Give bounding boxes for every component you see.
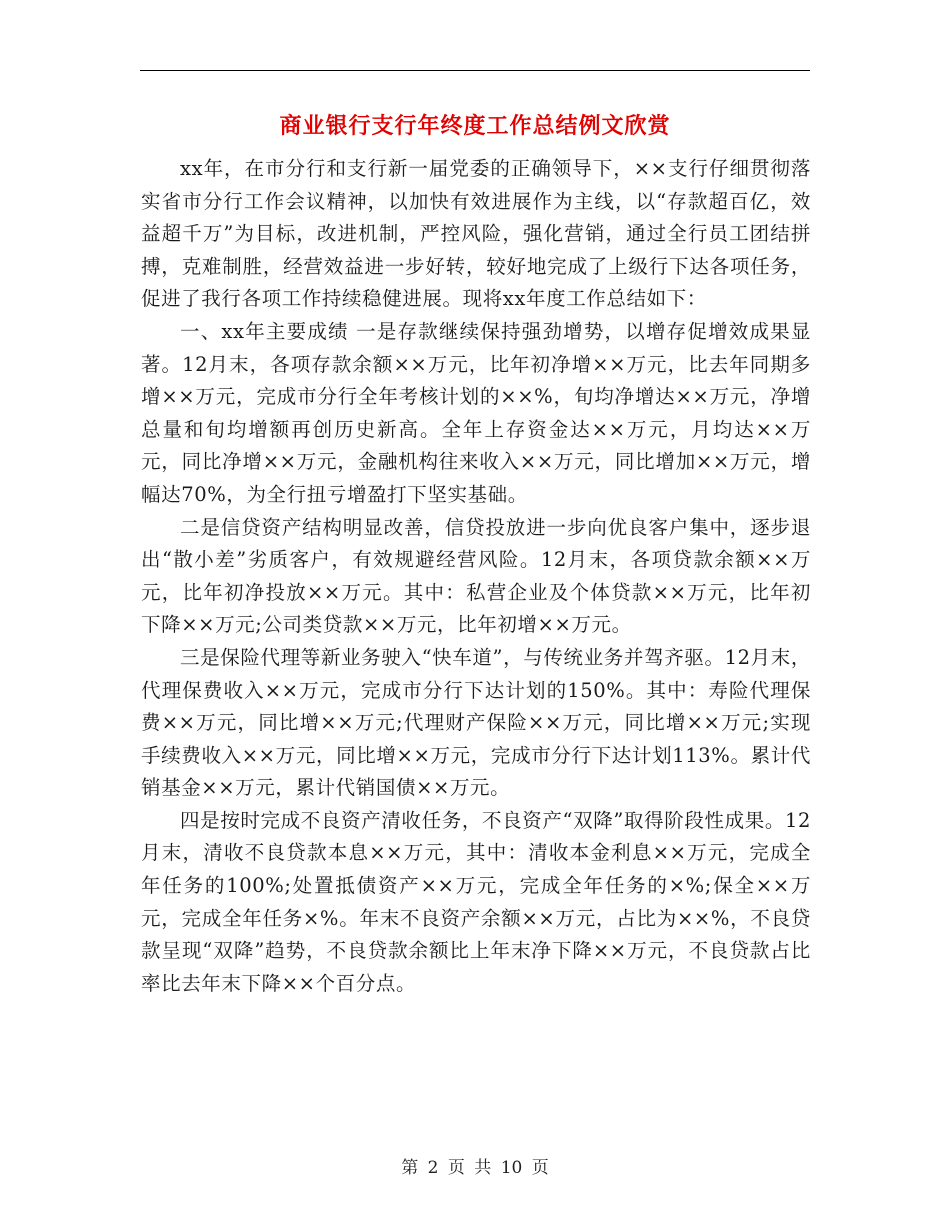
document-title: 商业银行支行年终度工作总结例文欣赏	[279, 113, 671, 139]
paragraph-intro: xx年，在市分行和支行新一届党委的正确领导下，××支行仔细贯彻落实省市分行工作会议精神，以加快有效进展作为主线，以“存款超百亿，效益超千万”为目标，改进机制，严控风险，强化营销，通过全行员工团结拼搏，克难制胜，经营效益进一步好转，较好地完成了上级行下达各项任务，促进了我行各项工作持续稳健进展。现将xx年度工作总结如下：	[141, 157, 811, 311]
header-rule	[140, 70, 810, 71]
paragraph-insurance: 三是保险代理等新业务驶入“快车道”，与传统业务并驾齐驱。12月末，代理保费收入××万元，完成市分行下达计划的150%。其中：寿险代理保费××万元，同比增××万元;代理财产保险××万元，同比增××万元;实现手续费收入××万元，同比增××万元，完成市分行下达计划113%。累计代销基金××万元，累计代销国债××万元。	[141, 645, 811, 800]
paragraph-deposits: 一、xx年主要成绩 一是存款继续保持强劲增势，以增存促增效成果显著。12月末，各项存款余额××万元，比年初净增××万元，比去年同期多增××万元，完成市分行全年考核计划的××%，旬均净增达××万元，净增总量和旬均增额再创历史新高。全年上存资金达××万元，月均达××万元，同比净增××万元，金融机构往来收入××万元，同比增加××万元，增幅达70%，为全行扭亏增盈打下坚实基础。	[141, 319, 811, 506]
paragraph-credit: 二是信贷资产结构明显改善，信贷投放进一步向优良客户集中，逐步退出“散小差”劣质客户，有效规避经营风险。12月末，各项贷款余额××万元，比年初净投放××万元。其中：私营企业及个体贷款××万元，比年初下降××万元;公司类贷款××万元，比年初增××万元。	[141, 515, 811, 637]
page-number: 第 2 页 共 10 页	[401, 1158, 549, 1178]
paragraph-npl: 四是按时完成不良资产清收任务，不良资产“双降”取得阶段性成果。12月末，清收不良贷款本息××万元，其中：清收本金利息××万元，完成全年任务的100%;处置抵债资产××万元，完成全年任务的×%;保全××万元，完成全年任务×%。年末不良资产余额××万元，占比为××%，不良贷款呈现“双降”趋势，不良贷款余额比上年末净下降××万元，不良贷款占比率比去年末下降××个百分点。	[141, 808, 811, 995]
document-body	[141, 153, 811, 1000]
